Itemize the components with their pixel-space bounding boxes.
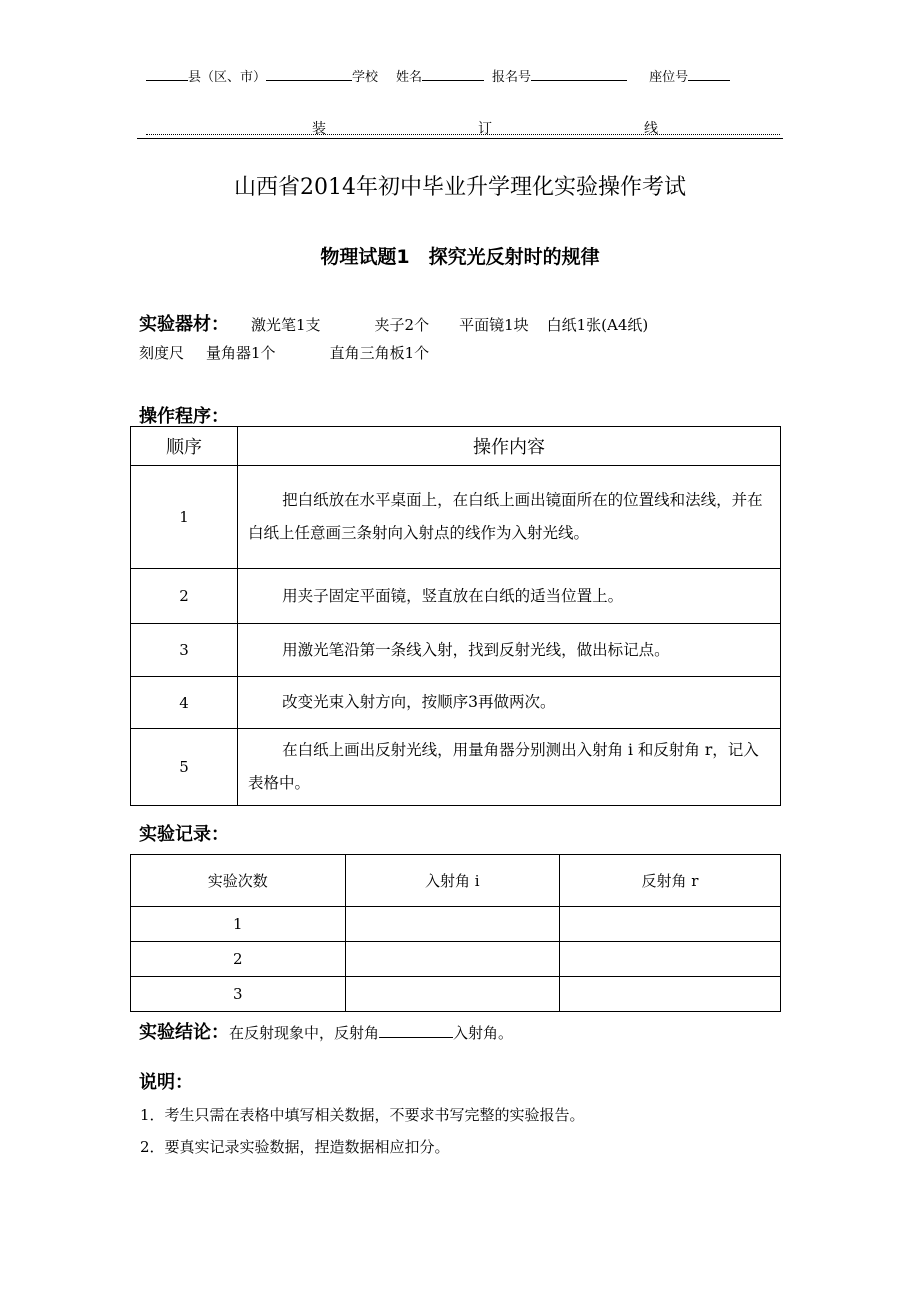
col-trial-header: 实验次数 <box>131 855 346 907</box>
table-row <box>131 569 781 624</box>
name-blank[interactable] <box>422 68 484 81</box>
notes-label: 说明： <box>139 1072 193 1093</box>
seat-blank[interactable] <box>688 68 730 81</box>
trial-number: 1 <box>131 907 346 942</box>
table-row <box>131 466 781 569</box>
binding-char-xian: 线 <box>644 121 658 137</box>
equipment-item: 白纸1张(A4纸) <box>546 316 649 334</box>
conclusion-blank[interactable] <box>379 1023 453 1038</box>
binding-char-ding: 订 <box>478 121 492 137</box>
procedure-header-row <box>131 427 781 466</box>
col-content-header: 操作内容 <box>238 427 781 466</box>
binding-line <box>146 118 780 135</box>
county-blank[interactable] <box>146 68 188 81</box>
record-table <box>130 854 781 1012</box>
table-row <box>131 624 781 677</box>
candidate-info-line <box>146 66 730 85</box>
equipment-item: 直角三角板1个 <box>329 344 430 362</box>
table-row <box>131 977 781 1012</box>
table-row <box>131 907 781 942</box>
conclusion-text-before: 在反射现象中，反射角 <box>229 1024 380 1042</box>
county-label: 县（区、市） <box>188 70 267 85</box>
equipment-item: 量角器1个 <box>206 344 276 362</box>
reflect-cell[interactable] <box>560 942 781 977</box>
step-number: 3 <box>131 624 238 677</box>
equipment-item: 夹子2个 <box>374 316 430 334</box>
table-row <box>131 942 781 977</box>
col-reflect-header: 反射角 r <box>560 855 781 907</box>
equipment-line-2 <box>139 342 429 363</box>
step-number: 5 <box>131 729 238 806</box>
note-item: 2．要真实记录实验数据，捏造数据相应扣分。 <box>140 1138 450 1156</box>
reg-label: 报名号 <box>492 70 532 85</box>
conclusion-line <box>139 1018 513 1044</box>
incident-cell[interactable] <box>345 907 560 942</box>
incident-cell[interactable] <box>345 977 560 1012</box>
trial-number: 3 <box>131 977 346 1012</box>
step-number: 1 <box>131 466 238 569</box>
reflect-cell[interactable] <box>560 977 781 1012</box>
question-title: 物理试题1 探究光反射时的规律 <box>320 246 600 268</box>
table-row <box>131 677 781 729</box>
step-text: 改变光束入射方向，按顺序3再做两次。 <box>238 677 781 729</box>
step-text: 在白纸上画出反射光线，用量角器分别测出入射角 i 和反射角 r，记入表格中。 <box>238 729 781 806</box>
trial-number: 2 <box>131 942 346 977</box>
exam-title: 山西省2014年初中毕业升学理化实验操作考试 <box>234 175 686 200</box>
step-text: 把白纸放在水平桌面上，在白纸上画出镜面所在的位置线和法线，并在白纸上任意画三条射向入射点的线作为入射光线。 <box>238 466 781 569</box>
equipment-item: 刻度尺 <box>139 344 185 362</box>
reflect-cell[interactable] <box>560 907 781 942</box>
binding-rule <box>137 138 783 139</box>
school-label: 学校 <box>352 70 379 85</box>
seat-label: 座位号 <box>649 70 689 85</box>
equipment-label: 实验器材： <box>139 314 229 335</box>
procedure-label: 操作程序： <box>139 406 229 427</box>
record-label: 实验记录： <box>139 824 229 845</box>
equipment-line-1 <box>139 310 648 336</box>
col-order-header: 顺序 <box>131 427 238 466</box>
step-text: 用夹子固定平面镜，竖直放在白纸的适当位置上。 <box>238 569 781 624</box>
step-text: 用激光笔沿第一条线入射，找到反射光线，做出标记点。 <box>238 624 781 677</box>
col-incident-header: 入射角 i <box>345 855 560 907</box>
incident-cell[interactable] <box>345 942 560 977</box>
equipment-item: 激光笔1支 <box>251 316 321 334</box>
table-row <box>131 729 781 806</box>
record-header-row <box>131 855 781 907</box>
note-item: 1．考生只需在表格中填写相关数据，不要求书写完整的实验报告。 <box>140 1106 585 1124</box>
step-number: 4 <box>131 677 238 729</box>
conclusion-text-after: 入射角。 <box>453 1024 514 1042</box>
name-label: 姓名 <box>396 70 423 85</box>
procedure-table <box>130 426 781 806</box>
step-number: 2 <box>131 569 238 624</box>
school-blank[interactable] <box>266 68 352 81</box>
reg-blank[interactable] <box>531 68 627 81</box>
equipment-item: 平面镜1块 <box>459 316 529 334</box>
conclusion-label: 实验结论： <box>139 1022 229 1043</box>
binding-char-zhuang: 装 <box>312 121 326 137</box>
